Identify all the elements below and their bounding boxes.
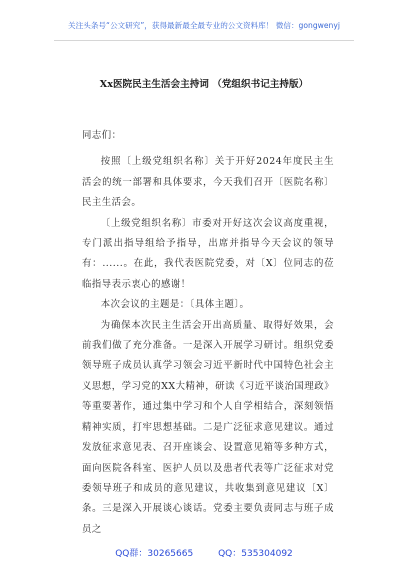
header-divider <box>54 40 354 41</box>
paragraph: 〔上级党组织名称〕市委对开好这次会议高度重视，专门派出指导组给予指导，出席并指导今天会议的领导有：......。在此，我代表医院党委，对〔X〕位同志的莅临指导表示衷心的感谢！ <box>82 217 334 290</box>
document-title: Xx医院民主生活会主持词 （党组织书记主持版） <box>99 79 309 90</box>
footer-contact <box>50 546 358 559</box>
footer-qq-number: QQ：535304092 <box>218 549 293 559</box>
document-body <box>82 126 334 540</box>
footer-qq-group: QQ群：30265665 <box>115 549 194 559</box>
paragraph: 按照〔上级党组织名称〕关于开好2024年度民主生活会的统一部署和具体要求，今天我们召开〔医院名称〕民主生活会。 <box>82 156 334 209</box>
header-banner: 关注头条号“公文研究”，获得最新最全最专业的公文资料库！ 微信：gongwenyj <box>68 21 340 30</box>
document-page <box>50 10 358 570</box>
paragraph: 为确保本次民主生活会开出高质量、取得好效果，会前我们做了充分准备。一是深入开展学习研讨。组织党委领导班子成员认真学习领会习近平新时代中国特色社会主义思想，学习党的XX大精神，研读《习近平谈治国理政》等重要著作，通过集中学习和个人自学相结合，深刻领悟精神实质，打牢思想基础。二是广泛征求意见建议。通过发放征求意见表、召开座谈会、设置意见箱等多种方式，面向医院各科室、医护人员以及患者代表等广泛征求对党委领导班子和成员的意见建议，共收集到意见建议〔X〕条。三是深入开展谈心谈话。党委主要负责同志与班子成员之 <box>82 319 334 535</box>
paragraph: 本次会议的主题是：〔具体主题〕。 <box>100 299 250 311</box>
salutation: 同志们： <box>82 130 122 141</box>
